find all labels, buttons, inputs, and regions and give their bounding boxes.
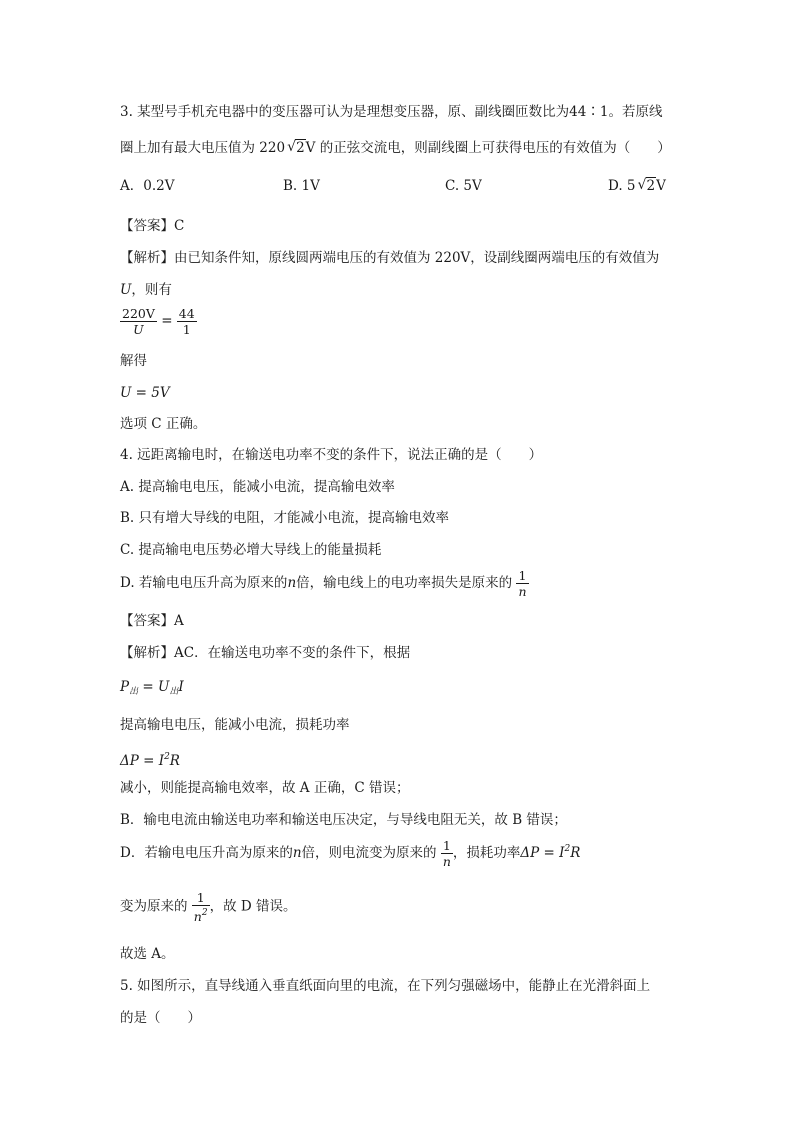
var-i: I [178,679,184,695]
var-u: U [120,282,132,298]
var-r: R [169,753,180,769]
superscript: 2 [164,752,170,762]
q3-option-d-prefix: D. 5 [608,178,636,194]
q4-eq2 [120,747,180,771]
equals-sign: = [161,313,173,329]
q4-option-d-text-a: D. 若输电电压升高为原来的 [120,575,288,591]
q4-option-d-text-b: 倍，输电线上的电功率损失是原来的 [296,575,513,591]
eq-left: ΔP = I [120,753,165,769]
q4-option-b: B. 只有增大导线的电阻，才能减小电流，提高输电效率 [120,510,450,526]
fraction-denominator: n [442,854,451,869]
sqrt-radicand: 2 [646,178,656,194]
q5-stem-line1: 5. 如图所示，直导线通入垂直纸面向里的电流，在下列匀强磁场中，能静止在光滑斜面上 [120,978,651,994]
q4-analysis: 【解析】AC．在输送电功率不变的条件下，根据 [120,645,411,661]
q4-conclusion: 故选 A。 [120,946,175,962]
q3-option-a: A．0.2V [120,178,175,194]
sqrt-symbol: √ 2 [637,177,656,194]
fraction [441,838,453,869]
q4-text5-b: 倍，则电流变为原来的 [301,845,437,861]
q4-answer: 【答案】A [120,613,184,629]
fraction-numerator: 220V [122,306,155,321]
q4-option-a: A. 提高输电电压，能减小电流，提高输电效率 [120,479,395,495]
fraction-denominator: n [518,584,527,599]
subscript: 出 [169,687,179,697]
q4-text6 [120,890,297,924]
q4-stem: 4. 远距离输电时，在输送电功率不变的条件下，说法正确的是（ ） [120,447,543,463]
q3-option-c: C. 5V [445,178,482,194]
fraction-numerator: 1 [441,838,453,854]
q3-solve: 解得 [120,353,147,369]
q3-conclusion: 选项 C 正确。 [120,416,207,432]
q3-stem-text-a: 圈上加有最大电压值为 220 [120,140,286,156]
q3-equation [120,306,197,337]
then-have: ，则有 [131,282,172,298]
eq-left: ΔP = I [520,845,565,861]
subscript: 出 [129,687,139,697]
q4-text6-a: 变为原来的 [120,898,188,915]
eq-middle: = U [138,679,170,695]
q3-answer: 【答案】C [120,218,185,234]
var-n: n [287,575,297,591]
q3-stem-line2 [120,138,671,158]
q4-option-d [120,568,529,599]
q4-text2: 提高输电电压，能减小电流，损耗功率 [120,717,350,733]
q4-text5-c: ，损耗功率 [452,845,521,861]
fraction-numerator: 1 [192,890,210,906]
q3-result: U = 5V [120,385,170,401]
fraction [177,306,197,337]
q5-stem-line2: 的是（ ） [120,1010,201,1026]
q3-analysis: 【解析】由已知条件知，原线圆两端电压的有效值为 220V，设副线圈两端电压的有效值为 [120,250,660,266]
fraction-numerator: 1 [516,568,528,584]
superscript: 2 [201,908,208,918]
fraction-numerator: 44 [178,306,195,321]
q4-text6-b: ，故 D 错误。 [209,898,297,915]
superscript: 2 [564,844,571,854]
sqrt-symbol: √ 2 [287,139,305,156]
var-p: P [120,679,130,695]
sqrt-radicand: 2 [296,140,305,156]
fraction [516,568,528,599]
q4-text4: B．输电电流由输送电功率和输送电压决定，与导线电阻无关，故 B 错误； [120,812,567,828]
var-r: R [570,845,581,861]
fraction-denominator: 1 [182,322,191,337]
q4-text5-a: D．若输电电压升高为原来的 [120,845,293,861]
fraction [192,890,210,924]
fraction [120,306,157,337]
q4-text3: 减小，则能提高输电效率，故 A 正确，C 错误； [120,780,410,796]
q4-text5 [120,838,580,869]
q3-option-d [608,176,666,196]
fraction-denominator: U [133,322,144,337]
q3-analysis-cont [120,280,172,300]
var-n: n [193,909,202,924]
var-n: n [292,845,302,861]
q3-stem-text-b: V 的正弦交流电，则副线圈上可获得电压的有效值为（ ） [305,140,671,156]
q3-option-d-unit: V [656,178,666,194]
q4-option-c: C. 提高输电电压势必增大导线上的能量损耗 [120,542,382,558]
q4-eq1 [120,677,184,702]
q3-stem-line1: 3. 某型号手机充电器中的变压器可认为是理想变压器，原、副线圈匝数比为44∶1。若原线 [120,104,663,120]
fraction-denominator [192,906,210,924]
q3-option-b: B. 1V [283,178,320,194]
